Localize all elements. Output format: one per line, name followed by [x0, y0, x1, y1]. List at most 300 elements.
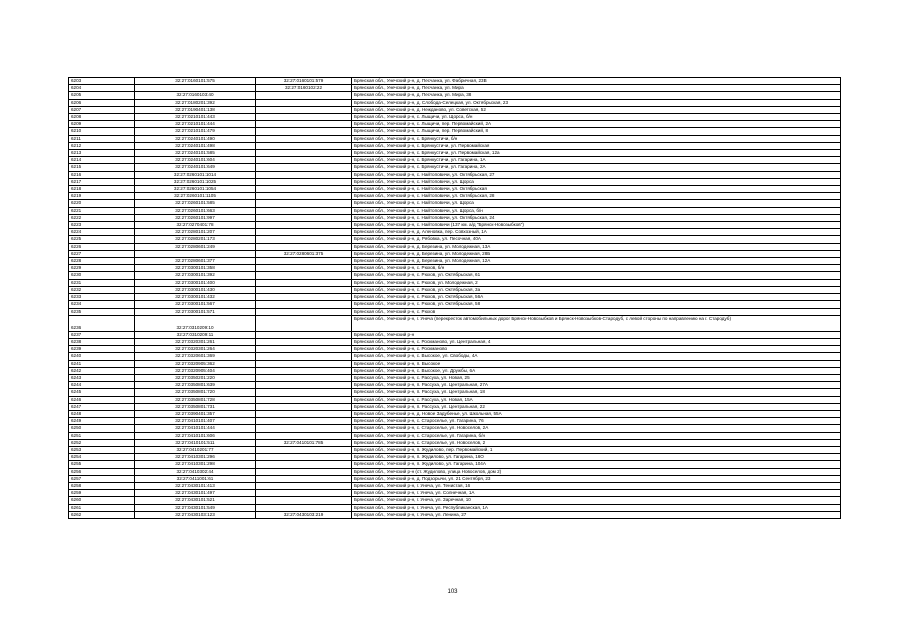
cadastral-number-cell: 32:27:0260101:1105: [135, 193, 256, 200]
row-number-cell: 6262: [69, 511, 135, 518]
table-row: [69, 229, 841, 236]
linked-cadastral-number-cell: [256, 142, 352, 149]
table-row: [69, 439, 841, 446]
cadastral-number-cell: 32:27:0410301:298: [135, 461, 256, 468]
row-number-cell: 6247: [69, 403, 135, 410]
row-number-cell: 6232: [69, 286, 135, 293]
address-cell: Брянская обл., Унечский р-н, д. Березина, ул. Молодежная, 13А: [352, 243, 841, 250]
row-number-cell: 6216: [69, 171, 135, 178]
table-row: [69, 353, 841, 360]
address-cell: Брянская обл., Унечский р-н, с. Рюхов, ул. Октябрьская, 61: [352, 272, 841, 279]
address-cell: Брянская обл., Унечский р-н, п. Рассуха, ул. Центральная, 22: [352, 403, 841, 410]
row-number-cell: 6218: [69, 186, 135, 193]
address-cell: Брянская обл., Унечский р-н, п. Высокое: [352, 360, 841, 367]
cadastral-number-cell: 32:27:0350801:720: [135, 389, 256, 396]
cadastral-number-cell: 32:27:0300101:358: [135, 265, 256, 272]
address-cell: Брянская обл., Унечский р-н, с. Найтоповичи, ул. Октябрьская, 27: [352, 171, 841, 178]
cadastral-number-cell: 32:27:0430101:413: [135, 482, 256, 489]
cadastral-number-cell: 32:27:0270401:78: [135, 222, 256, 229]
table-row: [69, 78, 841, 85]
linked-cadastral-number-cell: [256, 171, 352, 178]
linked-cadastral-number-cell: [256, 178, 352, 185]
table-row: [69, 425, 841, 432]
address-cell: Брянская обл., Унечский р-н, с. Брянкустичи, ул. Гагарина, 1А: [352, 157, 841, 164]
cadastral-number-cell: 32:27:0430101:497: [135, 490, 256, 497]
address-cell: Брянская обл., Унечский р-н, д. Березина, ул. Молодежная, 28Б: [352, 250, 841, 257]
cadastral-number-cell: 32:27:0430101:549: [135, 504, 256, 511]
address-cell: Брянская обл., Унечский р-н, г. Унеча, ул. Тенистая, 16: [352, 482, 841, 489]
linked-cadastral-number-cell: [256, 114, 352, 121]
table-row: [69, 490, 841, 497]
address-cell: Брянская обл., Унечский р-н, д. Березина, ул. Молодежная, 12А: [352, 258, 841, 265]
table-row: [69, 389, 841, 396]
cadastral-number-cell: 32:27:0390401:357: [135, 410, 256, 417]
cadastral-number-cell: 32:27:0260101:1025: [135, 178, 256, 185]
linked-cadastral-number-cell: [256, 360, 352, 367]
table-row: [69, 114, 841, 121]
table-row: [69, 243, 841, 250]
table-row: [69, 207, 841, 214]
row-number-cell: 6222: [69, 214, 135, 221]
row-number-cell: 6228: [69, 258, 135, 265]
cadastral-number-cell: 32:27:0240101:498: [135, 142, 256, 149]
linked-cadastral-number-cell: [256, 135, 352, 142]
address-cell: Брянская обл., Унечский р-н, г. Унеча, ул. Солнечная, 1А: [352, 490, 841, 497]
address-cell: Брянская обл., Унечский р-н (ст. Жудилово, улица Новоселов, дом 2): [352, 468, 841, 475]
table-row: [69, 482, 841, 489]
cadastral-number-cell: 32:27:0320301:264: [135, 346, 256, 353]
table-row: [69, 164, 841, 171]
address-cell: Брянская обл., Унечский р-н, с. Рюхов, ул. Молодежная, 2: [352, 279, 841, 286]
row-number-cell: 6241: [69, 360, 135, 367]
address-cell: Брянская обл., Унечский р-н, с. Лыщичи, пер. Первомайский, 2А: [352, 121, 841, 128]
cadastral-number-cell: 32:27:0350801:728: [135, 396, 256, 403]
cadastral-number-cell: 32:27:0310209:10: [135, 315, 256, 331]
row-number-cell: 6256: [69, 468, 135, 475]
cadastral-number-cell: 32:27:0300101:432: [135, 294, 256, 301]
address-cell: Брянская обл., Унечский р-н, д. Нежданово, ул. Советская, 52: [352, 106, 841, 113]
cadastral-number-cell: 32:27:0210101:444: [135, 121, 256, 128]
address-cell: Брянская обл., Унечский р-н, с. Высокое, ул. Дружбы, 6А: [352, 367, 841, 374]
cadastral-number-cell: 32:27:0320301:261: [135, 338, 256, 345]
row-number-cell: 6205: [69, 92, 135, 99]
address-cell: Брянская обл., Унечский р-н, с. Староселье, ул. Гагарина, б/н: [352, 432, 841, 439]
linked-cadastral-number-cell: [256, 353, 352, 360]
row-number-cell: 6212: [69, 142, 135, 149]
table-row: [69, 308, 841, 315]
cadastral-number-cell: 32:27:0410101:407: [135, 418, 256, 425]
linked-cadastral-number-cell: [256, 222, 352, 229]
cadastral-table: [68, 77, 841, 519]
table-row: [69, 279, 841, 286]
table-row: [69, 497, 841, 504]
table-row: [69, 475, 841, 482]
address-cell: Брянская обл., Унечский р-н, с. Найтоповичи, ул. Щорса, б/н: [352, 207, 841, 214]
linked-cadastral-number-cell: [256, 157, 352, 164]
linked-cadastral-number-cell: 32:27:0430103:219: [256, 511, 352, 518]
table-row: [69, 446, 841, 453]
address-cell: Брянская обл., Унечский р-н, с. Рюхов, ул. Октябрьская, 56А: [352, 294, 841, 301]
table-row: [69, 186, 841, 193]
linked-cadastral-number-cell: [256, 446, 352, 453]
address-cell: Брянская обл., Унечский р-н, п. Жудилово, ул. Гагарина, 16О: [352, 454, 841, 461]
cadastral-number-cell: 32:27:0240101:490: [135, 135, 256, 142]
address-cell: Брянская обл., Унечский р-н, д. Песчанка, ул. Мира, 38: [352, 92, 841, 99]
linked-cadastral-number-cell: [256, 214, 352, 221]
address-cell: Брянская обл., Унечский р-н, г. Унеча (перекресток автомобильных дорог Брянск-Новозыбков и Брянск-Новозыбков-Стародуб, с левой стороны по направлению на г. Стародуб): [352, 315, 841, 331]
table-row: [69, 272, 841, 279]
row-number-cell: 6213: [69, 150, 135, 157]
row-number-cell: 6243: [69, 374, 135, 381]
linked-cadastral-number-cell: [256, 338, 352, 345]
table-row: [69, 301, 841, 308]
row-number-cell: 6221: [69, 207, 135, 214]
address-cell: Брянская обл., Унечский р-н, г. Унеча, ул. Заречная, 10: [352, 497, 841, 504]
row-number-cell: 6209: [69, 121, 135, 128]
address-cell: Брянская обл., Унечский р-н, д. Песчанка, ул. Мира: [352, 85, 841, 92]
linked-cadastral-number-cell: 32:27:0160102:22: [256, 85, 352, 92]
table-row: [69, 214, 841, 221]
linked-cadastral-number-cell: [256, 193, 352, 200]
linked-cadastral-number-cell: [256, 331, 352, 338]
address-cell: Брянская обл., Унечский р-н, с. Лыщичи, ул. Щорса, б/н: [352, 114, 841, 121]
row-number-cell: 6219: [69, 193, 135, 200]
table-row: [69, 374, 841, 381]
table-row: [69, 396, 841, 403]
cadastral-number-cell: 32:27:0430103:123: [135, 511, 256, 518]
table-row: [69, 454, 841, 461]
address-cell: Брянская обл., Унечский р-н, с. Найтоповичи, ул. Октябрьская, 28: [352, 193, 841, 200]
address-cell: Брянская обл., Унечский р-н, с. Рюхов: [352, 308, 841, 315]
table-row: [69, 193, 841, 200]
row-number-cell: 6245: [69, 389, 135, 396]
linked-cadastral-number-cell: [256, 128, 352, 135]
table-row: [69, 250, 841, 257]
table-row: [69, 315, 841, 331]
address-cell: Брянская обл., Унечский р-н, с. Староселье, ул. Гагарина, 76: [352, 418, 841, 425]
cadastral-number-cell: 32:27:0300101:430: [135, 286, 256, 293]
linked-cadastral-number-cell: [256, 258, 352, 265]
address-cell: Брянская обл., Унечский р-н, с. Найтоповичи, ул. Октябрьская: [352, 186, 841, 193]
address-cell: Брянская обл., Унечский р-н, с. Брянкустичи, ул. Первомайская, 12а: [352, 150, 841, 157]
cadastral-number-cell: 32:27:0280201:173: [135, 236, 256, 243]
address-cell: Брянская обл., Унечский р-н, д. Подзорычи, ул. 21 Сентября, 23: [352, 475, 841, 482]
row-number-cell: 6236: [69, 315, 135, 331]
linked-cadastral-number-cell: [256, 164, 352, 171]
table-row: [69, 511, 841, 518]
address-cell: Брянская обл., Унечский р-н, г. Унеча, ул. Республиканская, 1А: [352, 504, 841, 511]
address-cell: Брянская обл., Унечский р-н, с. Роскманово: [352, 346, 841, 353]
row-number-cell: 6250: [69, 425, 135, 432]
linked-cadastral-number-cell: [256, 236, 352, 243]
row-number-cell: 6207: [69, 106, 135, 113]
cadastral-number-cell: 32:27:0320905:362: [135, 360, 256, 367]
linked-cadastral-number-cell: [256, 396, 352, 403]
address-cell: Брянская обл., Унечский р-н, с. Рассуха, ул. Новая, 15А: [352, 396, 841, 403]
cadastral-number-cell: 32:27:0430101:521: [135, 497, 256, 504]
cadastral-number-cell: 32:27:0350801:731: [135, 403, 256, 410]
address-cell: Брянская обл., Унечский р-н: [352, 331, 841, 338]
address-cell: Брянская обл., Унечский р-н, д. Рябовка, ул. Песочная, 40А: [352, 236, 841, 243]
cadastral-number-cell: 32:27:0210101:479: [135, 128, 256, 135]
row-number-cell: 6237: [69, 331, 135, 338]
linked-cadastral-number-cell: [256, 186, 352, 193]
address-cell: Брянская обл., Унечский р-н, с. Брянкустичи, б/н: [352, 135, 841, 142]
cadastral-number-cell: 32:27:0240101:604: [135, 157, 256, 164]
page-number: 103: [447, 589, 458, 595]
table-row: [69, 171, 841, 178]
address-cell: Брянская обл., Унечский р-н, с. Роскманово, ул. Центральная, 4: [352, 338, 841, 345]
address-cell: Брянская обл., Унечский р-н, п. Рассуха, ул. Центральная, 27А: [352, 382, 841, 389]
linked-cadastral-number-cell: [256, 454, 352, 461]
table-row: [69, 236, 841, 243]
row-number-cell: 6227: [69, 250, 135, 257]
table-row: [69, 382, 841, 389]
row-number-cell: 6260: [69, 497, 135, 504]
linked-cadastral-number-cell: [256, 403, 352, 410]
linked-cadastral-number-cell: [256, 207, 352, 214]
linked-cadastral-number-cell: [256, 497, 352, 504]
linked-cadastral-number-cell: [256, 315, 352, 331]
row-number-cell: 6240: [69, 353, 135, 360]
cadastral-number-cell: 32:27:0350801:639: [135, 382, 256, 389]
address-cell: Брянская обл., Унечский р-н, д. Новое Задубенье, ул. Школьная, 55А: [352, 410, 841, 417]
cadastral-number-cell: 32:27:0300101:392: [135, 272, 256, 279]
row-number-cell: 6203: [69, 78, 135, 85]
table-row: [69, 468, 841, 475]
row-number-cell: 6234: [69, 301, 135, 308]
cadastral-number-cell: 32:27:0180201:392: [135, 99, 256, 106]
cadastral-number-cell: 32:27:0320905:404: [135, 367, 256, 374]
cadastral-number-cell: 32:27:0411001:61: [135, 475, 256, 482]
cadastral-number-cell: 32:27:0300101:571: [135, 308, 256, 315]
table-row: [69, 432, 841, 439]
linked-cadastral-number-cell: [256, 294, 352, 301]
cadastral-number-cell: [135, 250, 256, 257]
address-cell: Брянская обл., Унечский р-н, с. Староселье, ул. Новоселов, 2А: [352, 425, 841, 432]
row-number-cell: 6251: [69, 432, 135, 439]
row-number-cell: 6220: [69, 200, 135, 207]
address-cell: Брянская обл., Унечский р-н, д. Слобода-Селецкая, ул. Октябрьская, 23: [352, 99, 841, 106]
address-cell: Брянская обл., Унечский р-н, с. Брянкустичи, ул. Первомайская: [352, 142, 841, 149]
linked-cadastral-number-cell: [256, 490, 352, 497]
table-row: [69, 178, 841, 185]
row-number-cell: 6254: [69, 454, 135, 461]
linked-cadastral-number-cell: [256, 229, 352, 236]
cadastral-number-cell: 32:27:0280101:207: [135, 229, 256, 236]
address-cell: Брянская обл., Унечский р-н, д. Песчанка, ул. Фабричная, 23В: [352, 78, 841, 85]
table-row: [69, 157, 841, 164]
cadastral-number-cell: 32:27:0210101:443: [135, 114, 256, 121]
row-number-cell: 6239: [69, 346, 135, 353]
address-cell: Брянская обл., Унечский р-н, п. Рассуха, ул. Центральная, 18: [352, 389, 841, 396]
linked-cadastral-number-cell: [256, 150, 352, 157]
row-number-cell: 6206: [69, 99, 135, 106]
row-number-cell: 6235: [69, 308, 135, 315]
linked-cadastral-number-cell: [256, 99, 352, 106]
cadastral-number-cell: 32:27:0260101:1014: [135, 171, 256, 178]
row-number-cell: 6226: [69, 243, 135, 250]
table-row: [69, 286, 841, 293]
row-number-cell: 6231: [69, 279, 135, 286]
row-number-cell: 6215: [69, 164, 135, 171]
table-row: [69, 106, 841, 113]
linked-cadastral-number-cell: [256, 121, 352, 128]
address-cell: Брянская обл., Унечский р-н, п. Жудилово, ул. Гагарина, 104А: [352, 461, 841, 468]
row-number-cell: 6223: [69, 222, 135, 229]
linked-cadastral-number-cell: [256, 374, 352, 381]
cadastral-number-cell: 32:27:0410101:511: [135, 439, 256, 446]
row-number-cell: 6255: [69, 461, 135, 468]
row-number-cell: 6225: [69, 236, 135, 243]
linked-cadastral-number-cell: 32:27:0410101:785: [256, 439, 352, 446]
linked-cadastral-number-cell: [256, 301, 352, 308]
cadastral-number-cell: 32:27:0320601:369: [135, 353, 256, 360]
cadastral-number-cell: 32:27:0410301:296: [135, 454, 256, 461]
linked-cadastral-number-cell: [256, 265, 352, 272]
linked-cadastral-number-cell: [256, 367, 352, 374]
cadastral-number-cell: 32:27:0260101:1054: [135, 186, 256, 193]
table-row: [69, 128, 841, 135]
address-cell: Брянская обл., Унечский р-н, с. Рассуха, ул. Новая, 25: [352, 374, 841, 381]
table-row: [69, 461, 841, 468]
row-number-cell: 6214: [69, 157, 135, 164]
table-row: [69, 403, 841, 410]
cadastral-number-cell: 32:27:0160101:575: [135, 78, 256, 85]
address-cell: Брянская обл., Унечский р-н, с. Рюхов, б/н: [352, 265, 841, 272]
cadastral-number-cell: 32:27:0280601:249: [135, 243, 256, 250]
table-row: [69, 294, 841, 301]
cadastral-number-cell: 32:27:0260101:997: [135, 214, 256, 221]
cadastral-number-cell: 32:27:0300101:567: [135, 301, 256, 308]
linked-cadastral-number-cell: [256, 475, 352, 482]
linked-cadastral-number-cell: [256, 425, 352, 432]
address-cell: Брянская обл., Унечский р-н, с. Староселье, ул. Новоселов, 2: [352, 439, 841, 446]
row-number-cell: 6242: [69, 367, 135, 374]
row-number-cell: 6238: [69, 338, 135, 345]
row-number-cell: 6217: [69, 178, 135, 185]
table-row: [69, 504, 841, 511]
address-cell: Брянская обл., Унечский р-н, д. Аленовка, пер. Совхозный, 1А: [352, 229, 841, 236]
cadastral-number-cell: 32:27:0160103:40: [135, 92, 256, 99]
table-row: [69, 360, 841, 367]
address-cell: Брянская обл., Унечский р-н, с. Брянкустичи, ул. Гагарина, 2А: [352, 164, 841, 171]
table-row: [69, 367, 841, 374]
table-row: [69, 265, 841, 272]
table-row: [69, 200, 841, 207]
linked-cadastral-number-cell: [256, 106, 352, 113]
cadastral-number-cell: 32:27:0410101:606: [135, 432, 256, 439]
cadastral-number-cell: 32:27:0410201:77: [135, 446, 256, 453]
table-row: [69, 92, 841, 99]
cadastral-number-cell: 32:27:0280601:377: [135, 258, 256, 265]
linked-cadastral-number-cell: [256, 346, 352, 353]
row-number-cell: 6253: [69, 446, 135, 453]
linked-cadastral-number-cell: [256, 382, 352, 389]
row-number-cell: 6261: [69, 504, 135, 511]
linked-cadastral-number-cell: [256, 308, 352, 315]
cadastral-number-cell: 32:27:0310209:11: [135, 331, 256, 338]
row-number-cell: 6233: [69, 294, 135, 301]
cadastral-number-cell: 32:27:0240101:649: [135, 164, 256, 171]
address-cell: Брянская обл., Унечский р-н, г. Унеча, ул. Ленина, 27: [352, 511, 841, 518]
address-cell: Брянская обл., Унечский р-н, с. Высокое, ул. Свободы, 4А: [352, 353, 841, 360]
linked-cadastral-number-cell: [256, 461, 352, 468]
address-cell: Брянская обл., Унечский р-н, п. Жудилово, пер. Первомайский, 1: [352, 446, 841, 453]
table-row: [69, 410, 841, 417]
cadastral-number-cell: 32:27:0410302:44: [135, 468, 256, 475]
cadastral-number-cell: 32:27:0410101:444: [135, 425, 256, 432]
row-number-cell: 6249: [69, 418, 135, 425]
linked-cadastral-number-cell: 32:27:0280601:375: [256, 250, 352, 257]
linked-cadastral-number-cell: [256, 410, 352, 417]
table-row: [69, 418, 841, 425]
table-row: [69, 85, 841, 92]
cadastral-table-body: [69, 78, 841, 519]
row-number-cell: 6204: [69, 85, 135, 92]
row-number-cell: 6224: [69, 229, 135, 236]
row-number-cell: 6210: [69, 128, 135, 135]
address-cell: Брянская обл., Унечский р-н, с. Найтоповичи (137 км. а/д "Брянск-Новозыбков"): [352, 222, 841, 229]
address-cell: Брянская обл., Унечский р-н, с. Рюхов, ул. Октябрьская, 58: [352, 301, 841, 308]
linked-cadastral-number-cell: [256, 482, 352, 489]
row-number-cell: 6259: [69, 490, 135, 497]
row-number-cell: 6230: [69, 272, 135, 279]
table-row: [69, 150, 841, 157]
linked-cadastral-number-cell: [256, 92, 352, 99]
cadastral-number-cell: 32:27:0260101:585: [135, 200, 256, 207]
linked-cadastral-number-cell: [256, 432, 352, 439]
linked-cadastral-number-cell: [256, 272, 352, 279]
linked-cadastral-number-cell: [256, 243, 352, 250]
table-row: [69, 142, 841, 149]
row-number-cell: 6257: [69, 475, 135, 482]
row-number-cell: 6211: [69, 135, 135, 142]
linked-cadastral-number-cell: [256, 279, 352, 286]
address-cell: Брянская обл., Унечский р-н, с. Найтоповичи, ул. Октябрьская, 24: [352, 214, 841, 221]
row-number-cell: 6244: [69, 382, 135, 389]
table-row: [69, 258, 841, 265]
cadastral-number-cell: 32:27:0300101:400: [135, 279, 256, 286]
table-row: [69, 135, 841, 142]
address-cell: Брянская обл., Унечский р-н, с. Найтоповичи, ул. Щорса: [352, 178, 841, 185]
row-number-cell: 6229: [69, 265, 135, 272]
cadastral-number-cell: 32:27:0350201:220: [135, 374, 256, 381]
table-row: [69, 331, 841, 338]
row-number-cell: 6258: [69, 482, 135, 489]
table-row: [69, 338, 841, 345]
linked-cadastral-number-cell: [256, 504, 352, 511]
address-cell: Брянская обл., Унечский р-н, с. Найтоповичи, ул. Щорса: [352, 200, 841, 207]
row-number-cell: 6208: [69, 114, 135, 121]
row-number-cell: 6248: [69, 410, 135, 417]
table-row: [69, 222, 841, 229]
address-cell: Брянская обл., Унечский р-н, с. Лыщичи, пер. Первомайский, 8: [352, 128, 841, 135]
cadastral-number-cell: [135, 85, 256, 92]
table-row: [69, 121, 841, 128]
linked-cadastral-number-cell: [256, 286, 352, 293]
address-cell: Брянская обл., Унечский р-н, с. Рюхов, ул. Октябрьская, 3а: [352, 286, 841, 293]
linked-cadastral-number-cell: [256, 200, 352, 207]
table-row: [69, 99, 841, 106]
linked-cadastral-number-cell: [256, 418, 352, 425]
row-number-cell: 6252: [69, 439, 135, 446]
linked-cadastral-number-cell: [256, 468, 352, 475]
cadastral-number-cell: 32:27:0260101:663: [135, 207, 256, 214]
table-row: [69, 346, 841, 353]
cadastral-number-cell: 32:27:0240101:585: [135, 150, 256, 157]
row-number-cell: 6246: [69, 396, 135, 403]
